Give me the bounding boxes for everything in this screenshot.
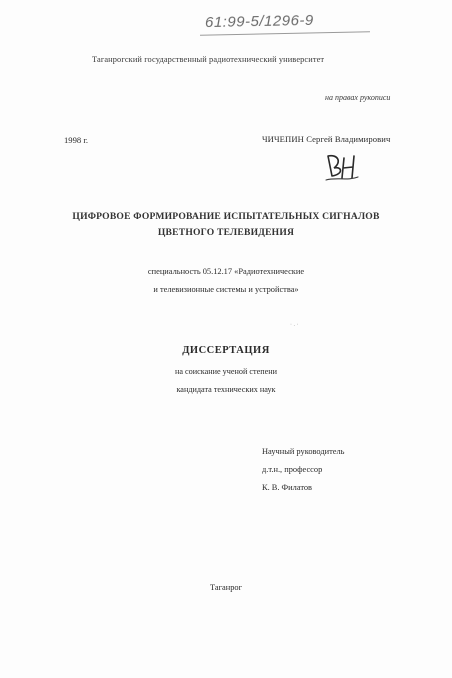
archive-stamp: 61:99-5/1296-9 bbox=[204, 11, 314, 32]
degree-line-2: кандидата технических наук bbox=[176, 385, 276, 394]
city: Таганрог bbox=[209, 583, 243, 592]
advisor-title: д.т.н., профессор bbox=[262, 465, 323, 474]
advisor-name: К. В. Филатов bbox=[262, 483, 313, 492]
degree-line-1: на соискание ученой степени bbox=[174, 367, 278, 376]
stamp-underline bbox=[200, 31, 370, 36]
specialty-line-1: специальность 05.12.17 «Радиотехнические bbox=[147, 267, 305, 276]
thesis-title-line-1: ЦИФРОВОЕ ФОРМИРОВАНИЕ ИСПЫТАТЕЛЬНЫХ СИГНАЛОВ bbox=[72, 211, 380, 222]
faint-mark: · . · bbox=[290, 322, 299, 328]
manuscript-note: на правах рукописи bbox=[325, 93, 391, 102]
document-type: ДИССЕРТАЦИЯ bbox=[182, 345, 270, 356]
university-name: Таганрогский государственный радиотехнический университет bbox=[92, 55, 325, 64]
handwritten-signature bbox=[324, 150, 360, 184]
advisor-label: Научный руководитель bbox=[262, 447, 345, 456]
specialty-line-2: и телевизионные системы и устройства» bbox=[153, 285, 299, 294]
year: 1998 г. bbox=[64, 135, 89, 145]
thesis-title-line-2: ЦВЕТНОГО ТЕЛЕВИДЕНИЯ bbox=[157, 227, 295, 238]
author-name: ЧИЧЕПИН Сергей Владимирович bbox=[262, 134, 391, 144]
